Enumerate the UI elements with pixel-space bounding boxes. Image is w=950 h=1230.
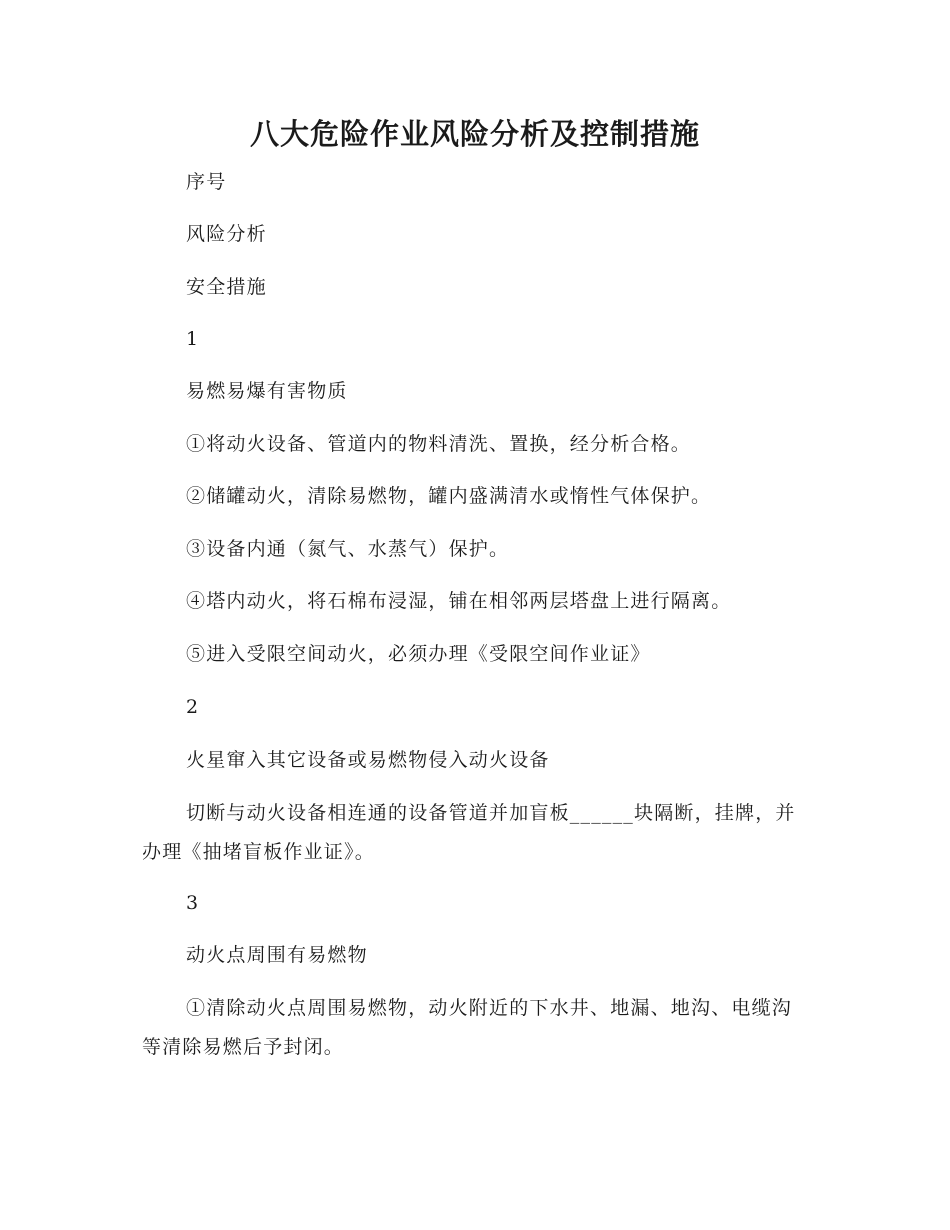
paragraph: 1 [186,328,200,350]
document-title: 八大危险作业风险分析及控制措施 [249,117,700,151]
paragraph: ②储罐动火，清除易燃物，罐内盛满清水或惰性气体保护。 [186,485,712,507]
paragraph: ④塔内动火，将石棉布浸湿，铺在相邻两层塔盘上进行隔离。 [186,590,732,612]
paragraph: ①将动火设备、管道内的物料清洗、置换，经分析合格。 [186,433,692,455]
paragraph: 2 [186,696,200,718]
paragraph: 易燃易爆有害物质 [186,380,348,402]
paragraph: ③设备内通（氮气、水蒸气）保护。 [186,538,510,560]
paragraph: ⑤进入受限空间动火，必须办理《受限空间作业证》 [186,643,651,665]
paragraph: 3 [186,892,200,914]
paragraph: 动火点周围有易燃物 [186,944,368,966]
paragraph: 切断与动火设备相连通的设备管道并加盲板______块隔断，挂牌，并办理《抽堵盲板作业证》。 [142,802,796,863]
paragraph: 安全措施 [186,276,267,298]
paragraph: 火星窜入其它设备或易燃物侵入动火设备 [186,749,550,771]
paragraph: 序号 [186,171,227,193]
paragraph: 风险分析 [186,223,267,245]
paragraph: ①清除动火点周围易燃物，动火附近的下水井、地漏、地沟、电缆沟等清除易燃后予封闭。 [142,997,793,1058]
